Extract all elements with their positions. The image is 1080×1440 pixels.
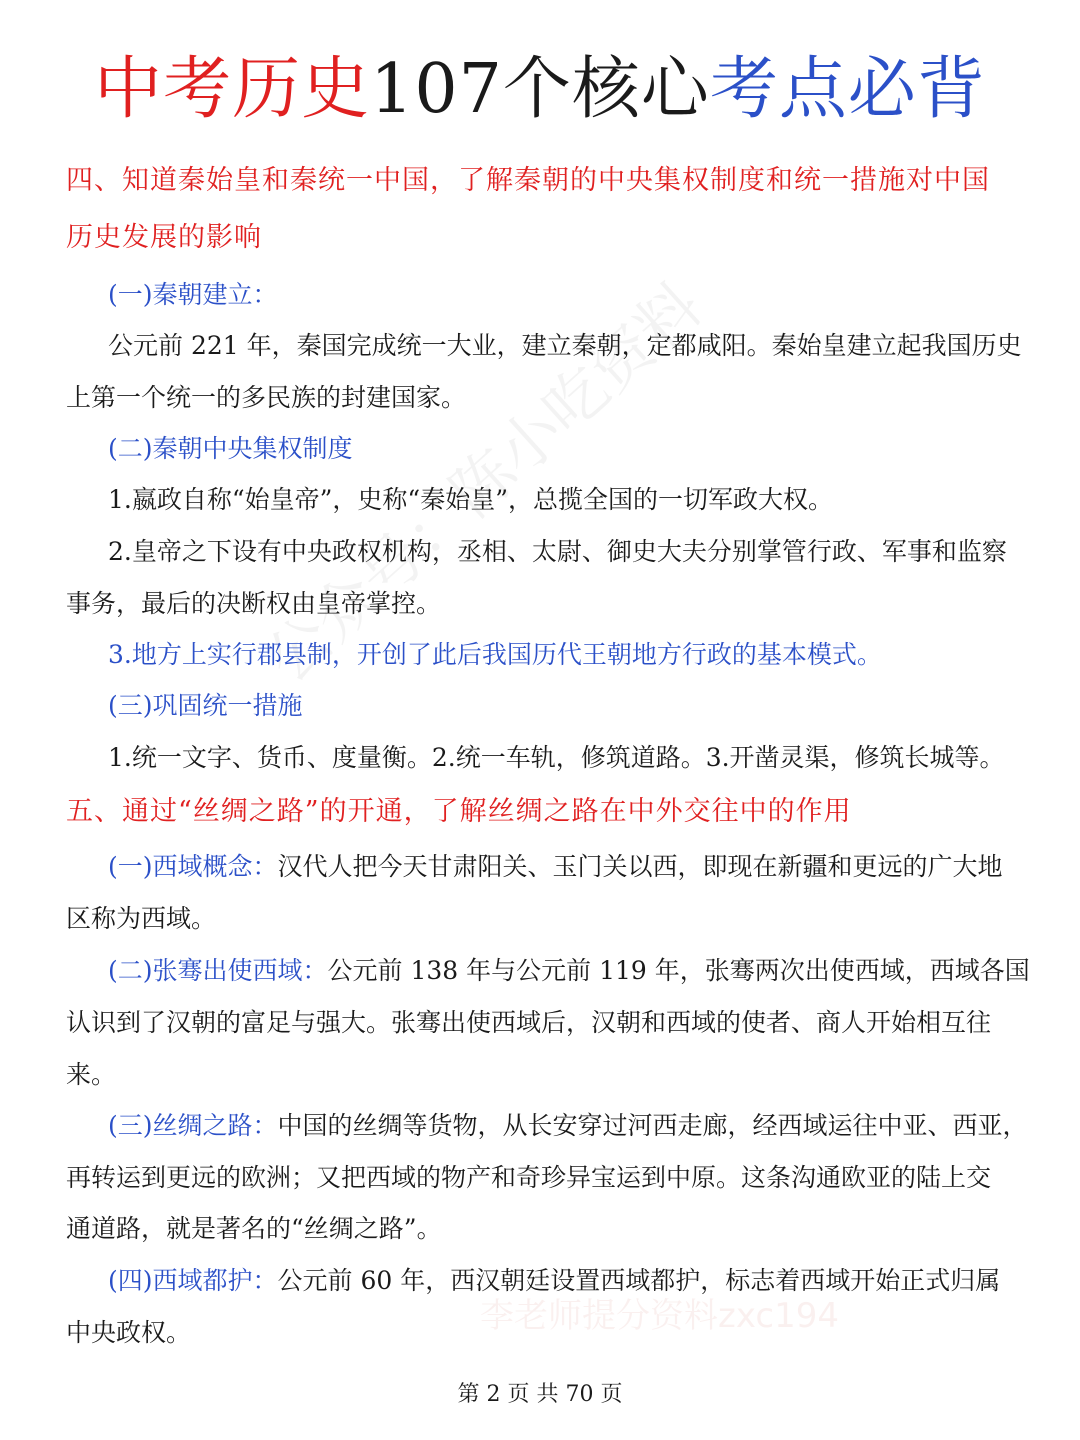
section4-sub3-text: 1.统一文字、货币、度量衡。2.统一车轨，修筑道路。3.开凿灵渠，修筑长城等。 [108,743,1005,772]
section4-sub1-text-line2: 上第一个统一的多民族的封建国家。 [66,383,467,412]
section4-sub2-title: (二)秦朝中央集权制度 [108,434,353,463]
page-title [0,44,1080,136]
section5-heading: 五、通过“丝绸之路”的开通，了解丝绸之路在中外交往中的作用 [66,796,852,827]
section5-sub4-title: (四)西域都护： [108,1266,278,1295]
section5-sub2-line2: 认识到了汉朝的富足与强大。张骞出使西域后，汉朝和西域的使者、商人开始相互往 [66,1008,992,1037]
section4-heading-line2: 历史发展的影响 [66,222,262,253]
section4-sub1-title: (一)秦朝建立： [108,280,278,309]
section4-sub2-item2-line1: 2.皇帝之下设有中央政权机构，丞相、太尉、御史大夫分别掌管行政、军事和监察 [108,537,1007,566]
section4-sub1-text-line1: 公元前 221 年，秦国完成统一大业，建立秦朝，定都咸阳。秦始皇建立起我国历史 [108,331,1022,360]
section5-sub2-line3: 来。 [66,1060,117,1089]
section5-sub1-text: 汉代人把今天甘肃阳关、玉门关以西，即现在新疆和更远的广大地 [277,852,1003,881]
section5-sub4-text: 公元前 60 年，西汉朝廷设置西域都护，标志着西域开始正式归属 [277,1266,1001,1295]
section5-sub1-title: (一)西域概念： [108,852,278,881]
section5-sub2-title: (二)张骞出使西域： [108,956,328,985]
section5-sub1-line1 [108,850,1026,884]
section5-sub1-line2: 区称为西域。 [66,904,217,933]
section5-sub4-line2: 中央政权。 [66,1318,192,1347]
page-number-footer: 第 2 页 共 70 页 [457,1382,623,1407]
section4-sub2-item3: 3.地方上实行郡县制，开创了此后我国历代王朝地方行政的基本模式。 [108,640,882,669]
section5-sub3-title: (三)丝绸之路： [108,1111,278,1140]
title-blue-part: 考点必背 [709,50,986,129]
section5-sub3-line1 [108,1109,1026,1143]
title-black-part: 107个核心 [370,50,710,129]
bottom-watermark: 李老师提分资料zxc194 [480,1296,839,1336]
section5-sub4-line1 [108,1264,1026,1298]
section5-sub2-line1 [108,954,1030,988]
section4-sub2-item2-line2: 事务，最后的决断权由皇帝掌控。 [66,589,442,618]
section4-heading-line1: 四、知道秦始皇和秦统一中国，了解秦朝的中央集权制度和统一措施对中国 [66,165,990,196]
section4-sub3-title: (三)巩固统一措施 [108,691,303,720]
section5-sub3-text: 中国的丝绸等货物，从长安穿过河西走廊，经西域运往中亚、西亚， [277,1111,1028,1140]
section5-sub3-line3: 通道路，就是著名的“丝绸之路”。 [66,1214,442,1243]
section5-sub2-text: 公元前 138 年与公元前 119 年，张骞两次出使西域，西域各国 [327,956,1030,985]
title-red-part: 中考历史 [94,50,371,129]
section4-sub2-item1: 1.嬴政自称“始皇帝”，史称“秦始皇”，总揽全国的一切军政大权。 [108,485,833,514]
section5-sub3-line2: 再转运到更远的欧洲；又把西域的物产和奇珍异宝运到中原。这条沟通欧亚的陆上交 [66,1163,992,1192]
